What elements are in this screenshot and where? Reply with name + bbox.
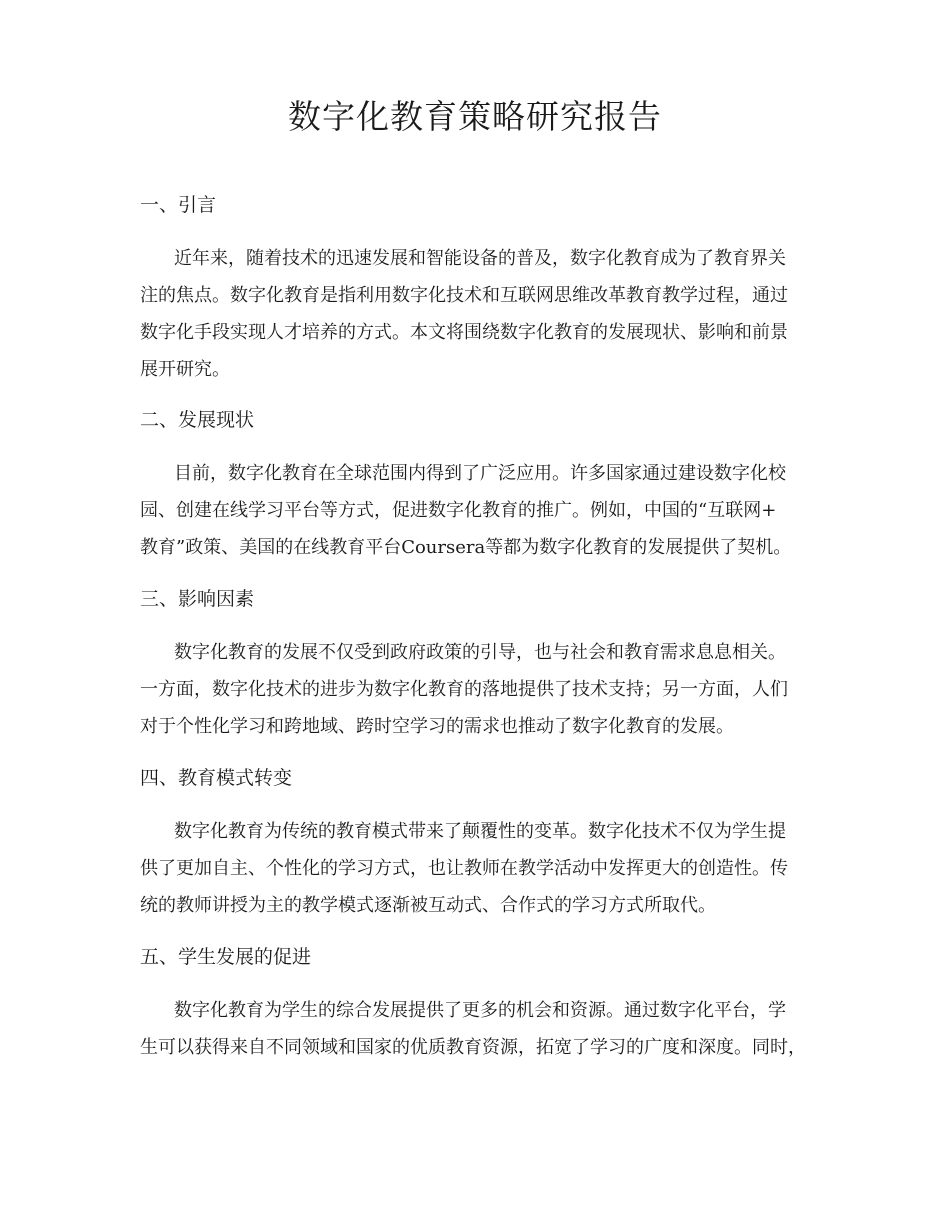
paragraph-line: 注的焦点。数字化教育是指利用数字化技术和互联网思维改革教育教学过程，通过 xyxy=(140,285,788,306)
section-heading-introduction: 一、引言 xyxy=(140,194,217,216)
paragraph-line: 数字化手段实现人才培养的方式。本文将围绕数字化教育的发展现状、影响和前景 xyxy=(140,322,788,343)
section-paragraph-current-status xyxy=(140,455,830,566)
document-title: 数字化教育策略研究报告 xyxy=(288,97,662,136)
section-paragraph-influencing-factors xyxy=(140,634,830,745)
paragraph-line: 目前，数字化教育在全球范围内得到了广泛应用。许多国家通过建设数字化校 xyxy=(174,463,786,484)
paragraph-line: 园、创建在线学习平台等方式，促进数字化教育的推广。例如，中国的“互联网+ xyxy=(140,500,777,521)
paragraph-line: 展开研究。 xyxy=(140,359,230,380)
section-paragraph-student-development xyxy=(140,992,830,1066)
paragraph-line: 教育”政策、美国的在线教育平台Coursera等都为数字化教育的发展提供了契机。 xyxy=(140,537,792,558)
section-heading-current-status: 二、发展现状 xyxy=(140,409,255,431)
paragraph-line: 数字化教育为传统的教育模式带来了颠覆性的变革。数字化技术不仅为学生提 xyxy=(174,821,786,842)
paragraph-line: 统的教师讲授为主的教学模式逐渐被互动式、合作式的学习方式所取代。 xyxy=(140,895,716,916)
paragraph-line: 供了更加自主、个性化的学习方式，也让教师在教学活动中发挥更大的创造性。传 xyxy=(140,858,788,879)
paragraph-line: 对于个性化学习和跨地域、跨时空学习的需求也推动了数字化教育的发展。 xyxy=(140,716,734,737)
section-heading-influencing-factors: 三、影响因素 xyxy=(140,588,255,610)
section-paragraph-education-model-shift xyxy=(140,813,830,924)
paragraph-line: 生可以获得来自不同领域和国家的优质教育资源，拓宽了学习的广度和深度。同时， xyxy=(140,1037,806,1058)
section-heading-student-development: 五、学生发展的促进 xyxy=(140,946,312,968)
paragraph-line: 近年来，随着技术的迅速发展和智能设备的普及，数字化教育成为了教育界关 xyxy=(174,248,786,269)
section-heading-education-model-shift: 四、教育模式转变 xyxy=(140,767,293,789)
section-paragraph-introduction xyxy=(140,240,830,388)
paragraph-line: 一方面，数字化技术的进步为数字化教育的落地提供了技术支持；另一方面，人们 xyxy=(140,679,788,700)
paragraph-line: 数字化教育的发展不仅受到政府政策的引导，也与社会和教育需求息息相关。 xyxy=(174,642,786,663)
paragraph-line: 数字化教育为学生的综合发展提供了更多的机会和资源。通过数字化平台，学 xyxy=(174,1000,786,1021)
